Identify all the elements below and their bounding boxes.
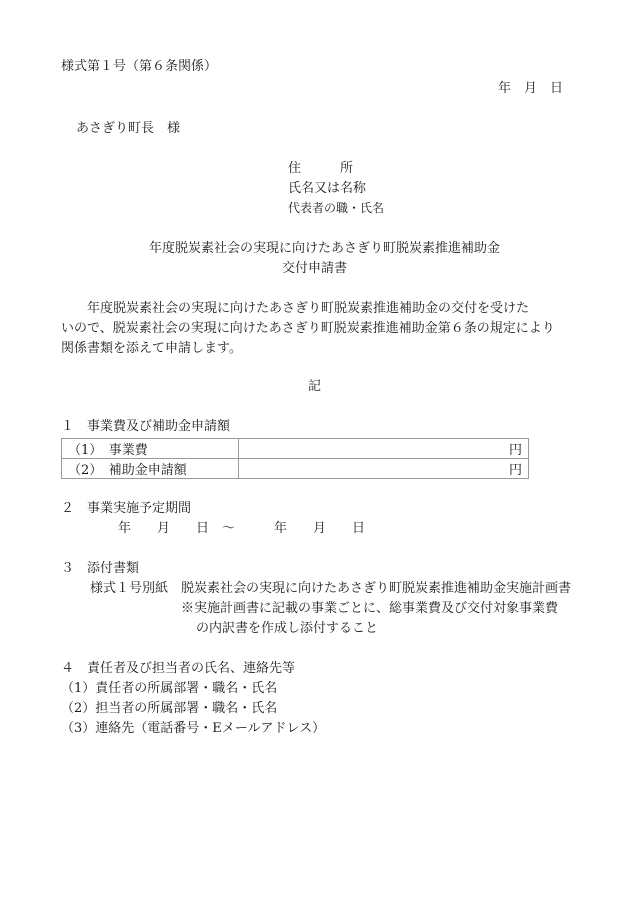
ki-marker: 記 bbox=[308, 379, 322, 394]
period-line: 年 月 日 ～ 年 月 日 bbox=[118, 521, 366, 536]
table-row bbox=[62, 439, 529, 459]
title-line-2: 交付申請書 bbox=[282, 261, 348, 276]
addressee: あさぎり町長 様 bbox=[76, 121, 181, 136]
form-number: 様式第１号（第６条関係） bbox=[61, 59, 218, 74]
table-row bbox=[62, 459, 529, 479]
contact-item-1: （1）責任者の所属部署・職名・氏名 bbox=[61, 681, 278, 696]
amount-table bbox=[61, 438, 529, 479]
representative-label: 代表者の職・氏名 bbox=[288, 201, 385, 215]
title-line-1: 年度脱炭素社会の実現に向けたあさぎり町脱炭素推進補助金 bbox=[149, 241, 501, 256]
section3-heading: ３ 添付書類 bbox=[61, 561, 140, 576]
attachment-note-2: の内訳書を作成し添付すること bbox=[196, 621, 379, 636]
date-line: 年 月 日 bbox=[498, 81, 564, 96]
section2-heading: ２ 事業実施予定期間 bbox=[61, 501, 192, 516]
body-line-2: いので、脱炭素社会の実現に向けたあさぎり町脱炭素推進補助金第６条の規定により bbox=[61, 321, 555, 336]
section1-heading: １ 事業費及び補助金申請額 bbox=[61, 419, 231, 434]
row-unit: 円 bbox=[239, 439, 529, 459]
row-label: （1） 事業費 bbox=[62, 439, 239, 459]
attachment-item: 様式１号別紙 脱炭素社会の実現に向けたあさぎり町脱炭素推進補助金実施計画書 bbox=[90, 581, 572, 596]
row-unit: 円 bbox=[239, 459, 529, 479]
body-line-1: 年度脱炭素社会の実現に向けたあさぎり町脱炭素推進補助金の交付を受けた bbox=[61, 301, 530, 316]
section4-heading: ４ 責任者及び担当者の氏名、連絡先等 bbox=[61, 661, 296, 676]
address-label: 住 所 bbox=[288, 161, 354, 176]
name-label: 氏名又は名称 bbox=[288, 181, 367, 196]
attachment-note-1: ※実施計画書に記載の事業ごとに、総事業費及び交付対象事業費 bbox=[181, 601, 559, 616]
contact-item-3: （3）連絡先（電話番号・Eメールアドレス） bbox=[61, 721, 326, 736]
body-line-3: 関係書類を添えて申請します。 bbox=[61, 341, 242, 356]
row-label: （2） 補助金申請額 bbox=[62, 459, 239, 479]
contact-item-2: （2）担当者の所属部署・職名・氏名 bbox=[61, 701, 278, 716]
